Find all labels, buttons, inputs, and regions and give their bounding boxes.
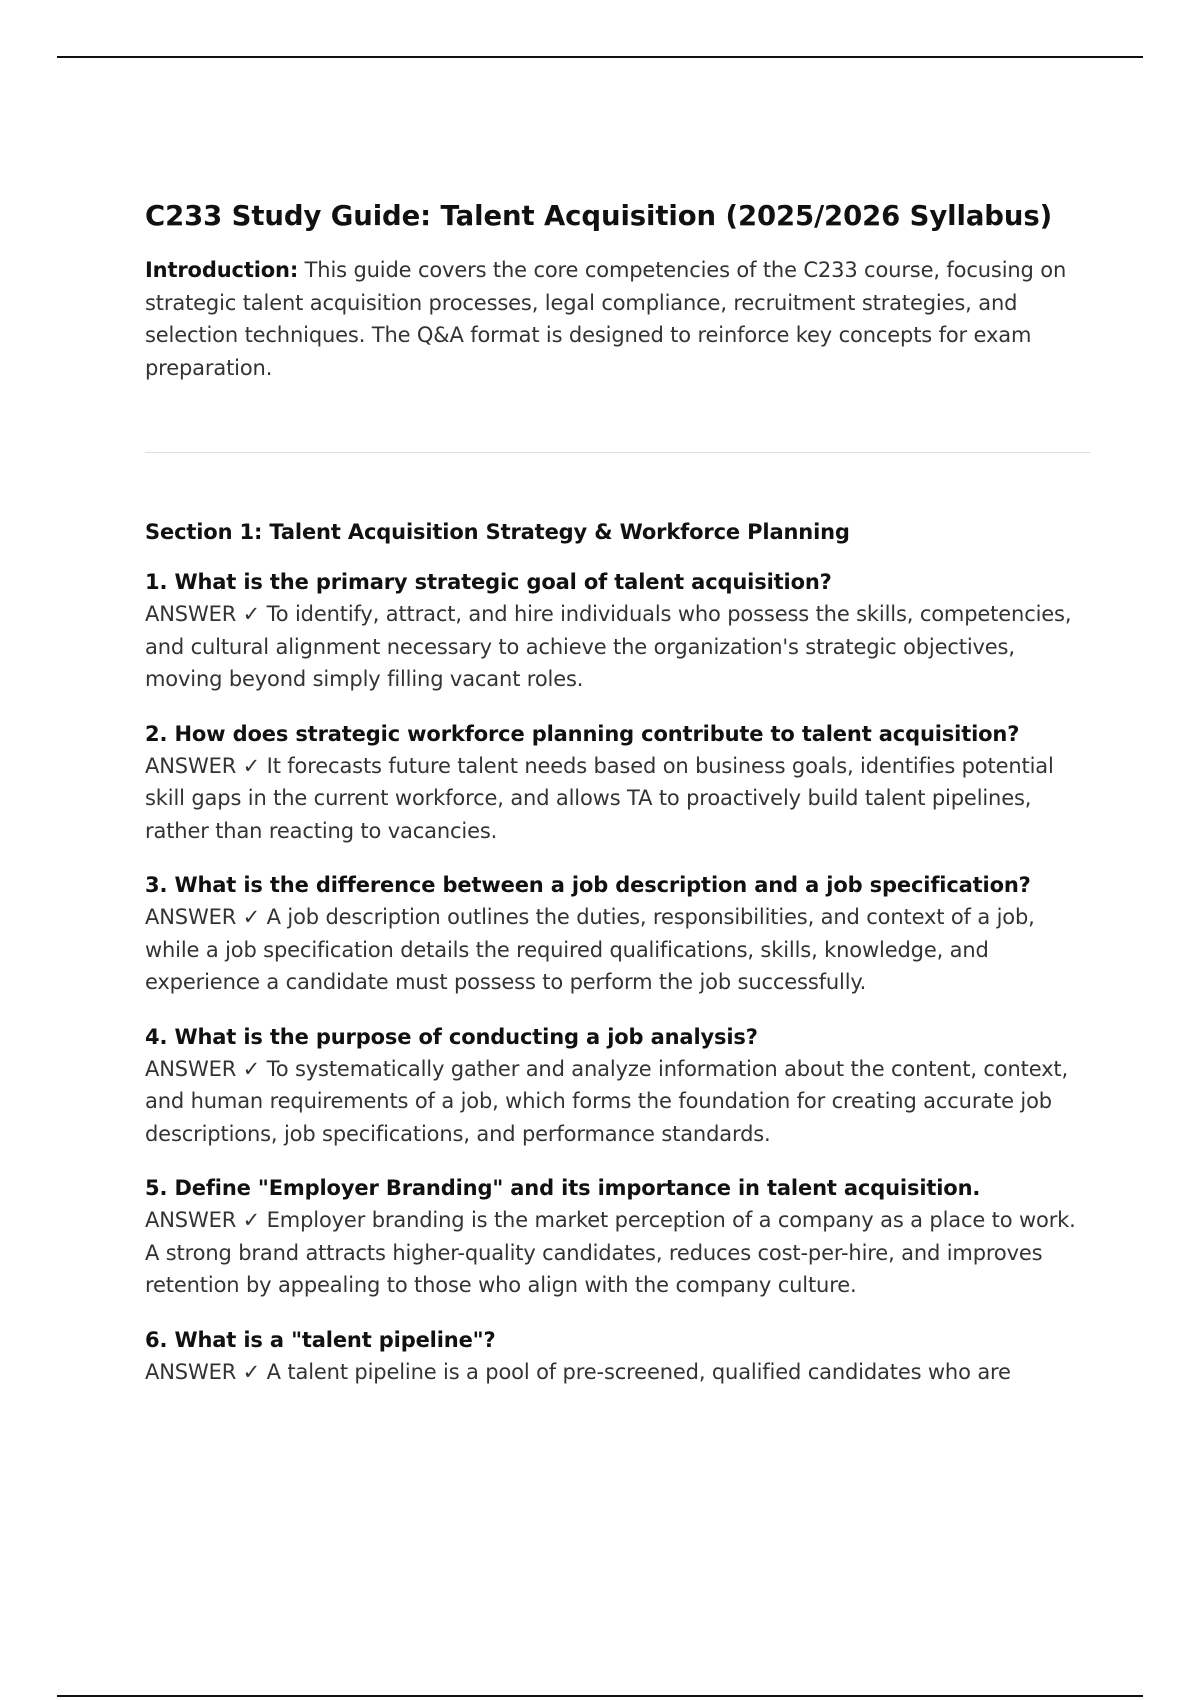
document-body — [145, 200, 1090, 1388]
answer-label: ANSWER — [145, 905, 237, 929]
check-icon: ✓ — [242, 1056, 261, 1081]
answer-label: ANSWER — [145, 1208, 237, 1232]
answer — [145, 1204, 1090, 1302]
answer — [145, 1356, 1090, 1389]
page-top-rule — [57, 56, 1143, 58]
qa-item — [145, 1324, 1090, 1389]
answer — [145, 598, 1090, 696]
qa-item — [145, 718, 1090, 848]
answer-text: A job description outlines the duties, responsibilities, and context of a job, while a job specification details the required qualifications, skills, knowledge, and experience a candidate must possess to perform the job successfully. — [145, 905, 1035, 994]
question: 5. Define "Employer Branding" and its importance in talent acquisition. — [145, 1176, 981, 1200]
answer-text: It forecasts future talent needs based on business goals, identifies potential skill gaps in the current workforce, and allows TA to proactively build talent pipelines, rather than reacting to vacancies. — [145, 753, 1054, 843]
introduction-text: This guide covers the core competencies of the C233 course, focusing on strategic talent acquisition processes, legal compliance, recruitment strategies, and selection techniques. The Q&A format is designed to reinforce key concepts for exam preparation. — [145, 258, 1067, 380]
check-icon: ✓ — [242, 1359, 261, 1384]
page-bottom-rule — [57, 1695, 1143, 1697]
answer-text: To systematically gather and analyze information about the content, context, and human requirements of a job, which forms the foundation for creating accurate job descriptions, job specifications, and performance standards. — [145, 1056, 1069, 1146]
answer-label: ANSWER — [145, 602, 237, 626]
check-icon: ✓ — [242, 905, 261, 929]
check-icon: ✓ — [242, 1208, 261, 1232]
answer-text: To identify, attract, and hire individuals who possess the skills, competencies, and cultural alignment necessary to achieve the organization's strategic objectives, moving beyond simply filling vacant roles. — [145, 602, 1072, 691]
qa-item — [145, 1021, 1090, 1151]
answer — [145, 901, 1090, 999]
introduction-label: Introduction: — [145, 258, 299, 282]
check-icon: ✓ — [242, 753, 261, 778]
answer — [145, 750, 1090, 848]
answer-text: A talent pipeline is a pool of pre-screened, qualified candidates who are — [266, 1359, 1011, 1384]
introduction-paragraph — [145, 254, 1090, 384]
answer-text: Employer branding is the market perception of a company as a place to work. A strong brand attracts higher-quality candidates, reduces cost-per-hire, and improves retention by appealing to those who align with the company culture. — [145, 1208, 1076, 1297]
section-heading: Section 1: Talent Acquisition Strategy & Workforce Planning — [145, 520, 850, 544]
question: 1. What is the primary strategic goal of talent acquisition? — [145, 570, 832, 594]
question: 2. How does strategic workforce planning contribute to talent acquisition? — [145, 721, 1020, 746]
question: 3. What is the difference between a job description and a job specification? — [145, 873, 1031, 897]
document-title: C233 Study Guide: Talent Acquisition (2025/2026 Syllabus) — [145, 200, 1053, 232]
section-divider — [145, 452, 1090, 453]
qa-item — [145, 1172, 1090, 1302]
answer-label: ANSWER — [145, 753, 237, 778]
qa-item — [145, 566, 1090, 696]
answer-label: ANSWER — [145, 1359, 237, 1384]
answer-label: ANSWER — [145, 1056, 237, 1081]
question: 6. What is a "talent pipeline"? — [145, 1327, 496, 1352]
qa-item — [145, 869, 1090, 999]
question: 4. What is the purpose of conducting a job analysis? — [145, 1024, 758, 1049]
answer — [145, 1053, 1090, 1151]
check-icon: ✓ — [242, 602, 261, 626]
